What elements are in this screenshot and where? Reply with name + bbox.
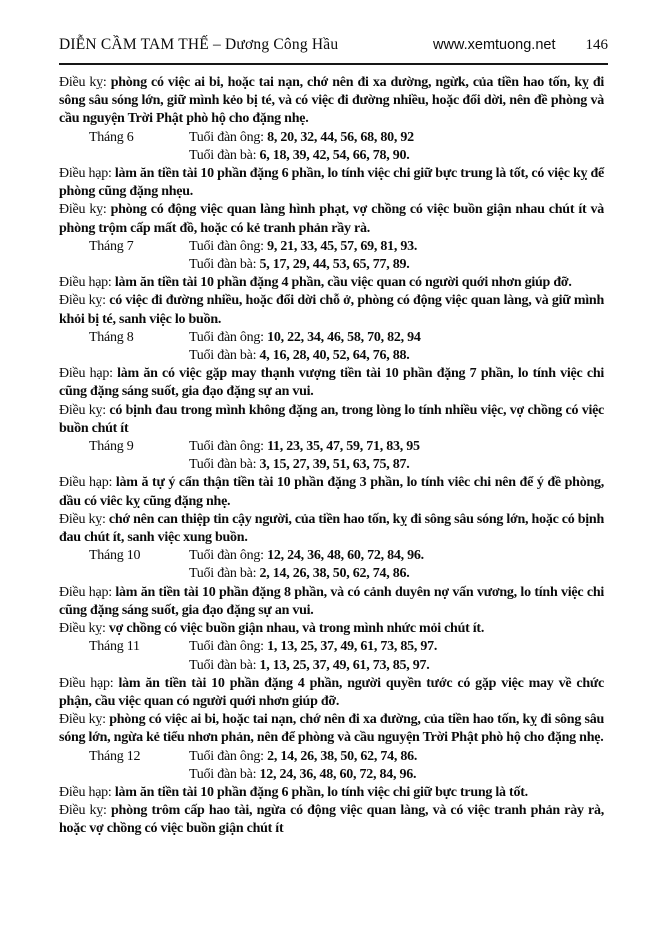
ky-paragraph [59,511,604,547]
hap-label: Điều hạp: [59,675,114,691]
women-ages: 2, 14, 26, 38, 50, 62, 74, 86. [259,566,410,582]
month-header-row [59,547,604,565]
men-ages: 12, 24, 36, 48, 60, 72, 84, 96. [267,548,424,564]
ky-text: phòng có việc ai bi, hoặc tai nạn, chớ nên đi xa đường, của tiền hao tốn, kỵ đi sông sâu sóng lớn, ngừa kẻ tiểu nhơn phản, nên để phòng và cầu nguyện Trời Phật phò hộ cho đặng nhẹ. [59,712,604,746]
month-name: Tháng 6 [89,129,134,145]
month-header-row [59,638,604,656]
ky-paragraph [59,201,604,237]
ky-text: phòng trôm cấp hao tài, ngừa có động việc quan làng, và có việc tranh phản rày rà, hoặc vợ chồng có việc buồn giận chút ít [59,803,605,837]
page-number: 146 [585,37,608,53]
women-ages-label: Tuổi đàn bà: [189,147,257,163]
ky-label: Điều kỵ: [59,803,107,819]
women-ages: 5, 17, 29, 44, 53, 65, 77, 89. [259,257,410,273]
ky-text: phòng có động việc quan làng hình phạt, vợ chồng có việc buồn giận nhau chút ít và phòng trộm cấp mất đồ, hoặc có kẻ tranh phản rầy rà. [59,202,605,236]
ky-text: có việc đi đường nhiều, hoặc đổi dời chỗ ở, phòng có động việc quan làng, và giữ mình khỏi bị té, sanh việc lo buồn. [59,293,604,327]
men-ages-label: Tuổi đàn ông: [189,548,264,564]
book-title: DIỄN CẦM TAM THẾ – Dương Công Hầu [59,36,339,53]
hap-label: Điều hạp: [59,366,113,382]
website-url: www.xemtuong.net [432,37,556,53]
ky-paragraph [59,402,604,438]
ky-text: chớ nên can thiệp tin cậy người, của tiền hao tốn, kỵ đi sông sâu sóng lớn, hoặc có bịnh đau chút ít, sanh việc xung buồn. [59,511,605,546]
women-ages: 12, 24, 36, 48, 60, 72, 84, 96. [259,766,417,782]
ky-label: Điều kỵ: [59,402,106,418]
month-header-row [59,129,604,147]
women-ages-row [59,456,604,474]
ky-paragraph [59,711,604,747]
women-ages: 4, 16, 28, 40, 52, 64, 76, 88. [259,348,410,364]
ky-paragraph [59,620,604,638]
men-ages: 10, 22, 34, 46, 58, 70, 82, 94 [267,329,421,345]
women-ages-row [59,256,604,274]
ky-label: Điều kỵ: [59,712,106,728]
ky-label: Điều kỵ: [59,293,106,309]
hap-paragraph [59,784,604,802]
women-ages-row [59,147,604,165]
men-ages-label: Tuổi đàn ông: [189,238,264,254]
women-ages: 3, 15, 27, 39, 51, 63, 75, 87. [259,457,410,473]
hap-text: làm ă tự ý cẩn thận tiền tài 10 phần đặng 3 phần, lo tính viêc chi nên để ý đề phòng, dầu có viêc kỵ cũng đặng nhẹ. [59,475,605,509]
women-ages-label: Tuổi đàn bà: [189,457,257,473]
month-section-8 [59,329,604,438]
hap-paragraph [59,675,604,711]
women-ages-label: Tuổi đàn bà: [189,657,257,673]
month-name: Tháng 11 [89,639,140,655]
hap-text: làm ăn tiền tài 10 phần đặng 6 phần, lo tính việc chi giữ bực trung là tốt, có việc kỵ để phòng cũng đặng nhẹu. [59,166,605,200]
month-section-11 [59,638,604,747]
women-ages-label: Tuổi đàn bà: [189,766,257,782]
hap-paragraph [59,474,604,510]
header-right [433,37,608,54]
hap-paragraph [59,165,604,201]
ky-paragraph [59,802,604,838]
month-name: Tháng 12 [89,748,141,764]
women-ages-label: Tuổi đàn bà: [189,566,257,582]
month-name: Tháng 8 [89,329,134,345]
women-ages-label: Tuổi đàn bà: [189,348,257,364]
women-ages-label: Tuổi đàn bà: [189,257,257,273]
hap-text: làm ăn tiền tài 10 phần đặng 8 phần, và có cảnh duyên nợ vấn vương, lo tính việc chi cũng đặng sáng suốt, gia đạo đặng sự an vui. [59,584,604,618]
month-header-row [59,748,604,766]
ky-text: có bịnh đau trong mình không đặng an, trong lòng lo tính nhiều việc, vợ chồng có việc buồn chút ít [59,402,605,436]
ky-label: Điều kỵ: [59,511,106,527]
women-ages-row [59,766,604,784]
month-section-6 [59,129,604,238]
ky-label: Điều kỵ: [59,75,107,90]
women-ages-row [59,565,604,583]
month-section-10 [59,547,604,638]
ky-paragraph [59,292,604,328]
ky-text: vợ chồng có việc buồn giận nhau, và trong mình nhức mỏi chút ít. [108,621,485,637]
header-divider [59,63,608,65]
intro-ky-paragraph [59,74,604,129]
men-ages-label: Tuổi đàn ông: [189,329,264,345]
men-ages-label: Tuổi đàn ông: [189,439,264,455]
month-name: Tháng 7 [89,238,134,254]
men-ages: 11, 23, 35, 47, 59, 71, 83, 95 [267,439,420,455]
month-section-9 [59,438,604,547]
men-ages-label: Tuổi đàn ông: [189,639,264,655]
hap-paragraph [59,365,604,401]
month-header-row [59,438,604,456]
hap-text: làm ăn tiền tài 10 phần đặng 6 phần, lo tính việc chi giữ bực trung là tốt. [114,784,528,800]
hap-text: làm ăn có việc gặp may thạnh vượng tiền tài 10 phần đặng 7 phần, lo tính việc chi cũng đặng sáng suốt, gia đạo đặng sự an vui. [59,366,605,400]
hap-label: Điều hạp: [59,584,112,600]
ky-label: Điều kỵ: [59,202,107,218]
month-section-7 [59,238,604,329]
hap-text: làm ăn tiền tài 10 phần đặng 4 phần, cầu việc quan có người quới nhơn giúp đỡ. [114,275,572,291]
hap-label: Điều hạp: [59,166,112,182]
women-ages: 6, 18, 39, 42, 54, 66, 78, 90. [259,147,410,163]
page-content [59,74,604,839]
page-header [59,36,608,54]
hap-paragraph [59,584,604,620]
month-name: Tháng 9 [89,439,134,455]
hap-text: làm ăn tiền tài 10 phần đặng 4 phần, người quyền tước có gặp việc may về chức phận, cầu việc quan có người quới nhơn giúp đỡ. [59,675,604,709]
women-ages: 1, 13, 25, 37, 49, 61, 73, 85, 97. [259,657,430,673]
women-ages-row [59,657,604,675]
men-ages-label: Tuổi đàn ông: [189,748,264,764]
month-section-12 [59,748,604,839]
month-header-row [59,238,604,256]
men-ages: 1, 13, 25, 37, 49, 61, 73, 85, 97. [267,639,438,655]
ky-text: phòng có việc ai bi, hoặc tai nạn, chớ nên đi xa dường, ngừk, của tiền hao tốn, kỵ đi sông sâu sóng lớn, giữ mình kẻo bị té, và có việc đi đường nhiều, hoặc đổi dời, nên đề phòng và cầu nguyện Trời Phật phò hộ cho đặng nhẹ. [59,75,604,127]
month-header-row [59,329,604,347]
hap-label: Điều hạp: [59,475,113,491]
women-ages-row [59,347,604,365]
men-ages-label: Tuổi đàn ông: [189,129,264,145]
men-ages: 8, 20, 32, 44, 56, 68, 80, 92 [267,129,414,145]
men-ages: 9, 21, 33, 45, 57, 69, 81, 93. [267,238,418,254]
hap-label: Điều hạp: [59,275,112,291]
month-name: Tháng 10 [89,548,141,564]
men-ages: 2, 14, 26, 38, 50, 62, 74, 86. [267,748,418,764]
ky-label: Điều kỵ: [59,621,106,637]
hap-label: Điều hạp: [59,784,112,800]
hap-paragraph [59,274,604,292]
